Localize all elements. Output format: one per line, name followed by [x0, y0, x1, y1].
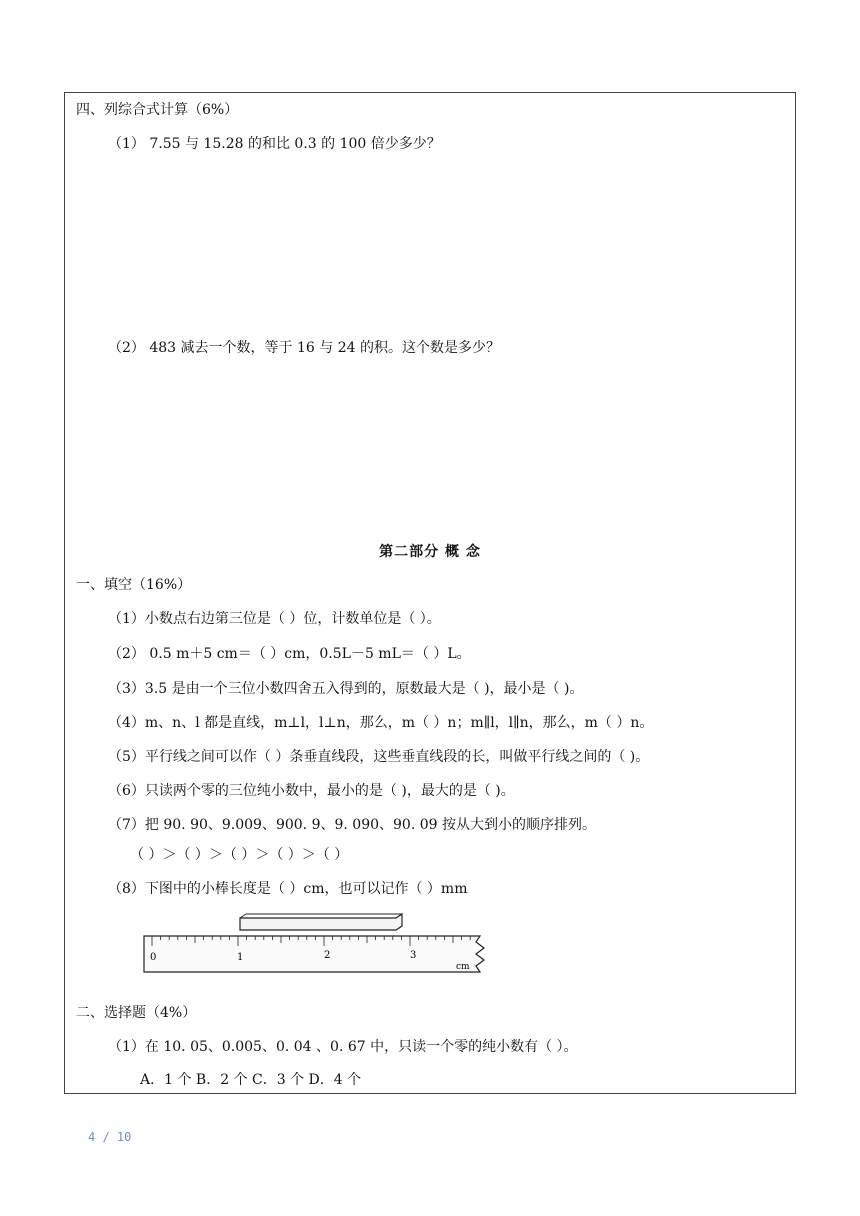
section4-question-1: （1） 7.55 与 15.28 的和比 0.3 的 100 倍少多少？	[108, 136, 441, 152]
ruler-figure	[140, 912, 490, 982]
ruler-label-1: 1	[237, 952, 244, 963]
fill-item-4: （4）m、n、l 都是直线，m⊥l，l⊥n，那么，m（ ）n；m∥l，l∥n，那么，m（ ）n。	[108, 715, 654, 731]
page-number: 4 / 10	[88, 1130, 132, 1144]
choice-options: A．1 个 B．2 个 C．3 个 D．4 个	[140, 1072, 362, 1088]
part2-title: 第二部分 概 念	[379, 544, 481, 560]
fill-item-7-blanks: （ ）＞（ ）＞（ ）＞（ ）＞（ ）	[130, 847, 349, 863]
section4-question-2: （2） 483 减去一个数，等于 16 与 24 的积。这个数是多少？	[108, 340, 500, 356]
fill-item-6: （6）只读两个零的三位纯小数中，最小的是（ )，最大的是（ )。	[108, 783, 515, 799]
ruler-label-0: 0	[150, 952, 157, 963]
ruler-illustration	[140, 912, 490, 982]
fill-item-8: （8）下图中的小棒长度是（ ）cm，也可以记作（ ）mm	[108, 881, 468, 897]
fill-item-1: （1）小数点右边第三位是（ ）位，计数单位是（ ）。	[108, 611, 441, 627]
fill-item-7: （7）把 90. 90、9.009、900. 9、9. 090、90. 09 按从大到小的顺序排列。	[108, 817, 597, 833]
fill-item-5: （5）平行线之间可以作（ ）条垂直线段，这些垂直线段的长，叫做平行线之间的（ )。	[108, 749, 650, 765]
ruler-unit: cm	[456, 962, 470, 972]
ruler-label-3: 3	[410, 950, 417, 961]
ruler-label-2: 2	[324, 950, 331, 961]
stick	[240, 914, 402, 930]
fill-item-2: （2） 0.5 m＋5 cm＝（ ）cm，0.5L－5 mL＝（ ）L。	[108, 646, 471, 662]
section4-heading: 四、列综合式计算（6%）	[76, 102, 239, 118]
fill-item-3: （3）3.5 是由一个三位小数四舍五入得到的，原数最大是（ )，最小是（ )。	[108, 681, 584, 697]
choice-question-1: （1）在 10. 05、0.005、0. 04 、0. 67 中，只读一个零的纯小数有（ ）。	[108, 1039, 578, 1055]
choice-heading: 二、选择题（4%）	[76, 1005, 197, 1021]
fill-heading: 一、填空（16%）	[76, 577, 192, 593]
